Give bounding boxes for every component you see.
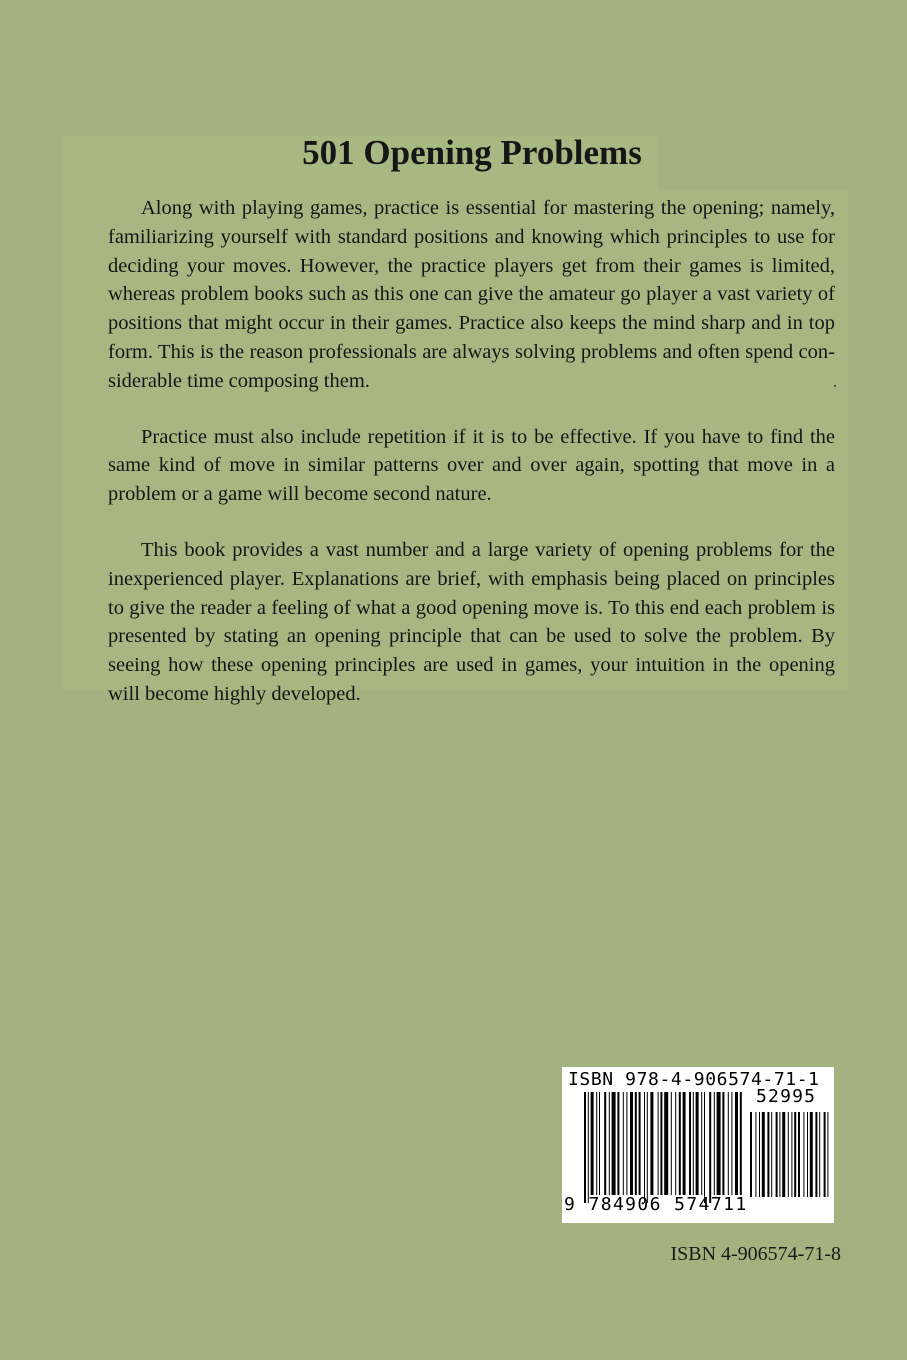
barcode-bar — [810, 1112, 813, 1197]
barcode-bar — [776, 1112, 778, 1197]
barcode-bar — [660, 1092, 662, 1195]
barcode-bar — [771, 1112, 772, 1197]
barcode-bar — [740, 1092, 742, 1195]
barcode-bar — [626, 1092, 627, 1195]
barcode-bar — [609, 1092, 610, 1195]
blurb-paragraph-2: Practice must also include repetition if it is to be effective. If you have to find the same kind of move in similar patterns over and over again, spotting that move in a problem or a game will become second nature. — [108, 425, 835, 506]
isbn10-label: ISBN 4-906574-71-8 — [670, 1243, 841, 1265]
barcode-bar — [591, 1092, 594, 1195]
barcode-bar — [650, 1092, 653, 1195]
barcode-bar — [696, 1092, 699, 1195]
barcode-bar — [623, 1092, 624, 1195]
barcode-bar — [762, 1112, 765, 1197]
barcode-bar — [794, 1112, 796, 1197]
barcode-bar — [704, 1092, 705, 1203]
barcode-bar — [588, 1092, 589, 1203]
barcode-bar — [750, 1112, 752, 1197]
barcode-bar — [728, 1092, 729, 1195]
barcode-bar — [731, 1092, 732, 1195]
barcode-bar — [779, 1112, 780, 1197]
barcode-bar — [701, 1092, 702, 1195]
barcode-bar — [617, 1092, 619, 1195]
barcode-bar — [689, 1092, 691, 1195]
barcode-bar — [782, 1112, 785, 1197]
blurb-paragraph-3: This book provides a vast number and a large variety of opening problems for the inexperienced player. Explanations are brief, with emphasis being placed on principles to give the reader a feeling of what a good opening move is. To this end each problem is presented by stating an opening principle that can be used to solve the problem. By seeing how these opening principles are used in games, your intuition in the opening will become highly developed. — [108, 538, 835, 705]
barcode-bar — [819, 1112, 820, 1197]
barcode-bar — [635, 1092, 637, 1195]
isbn13-label: ISBN 978-4-906574-71-1 — [568, 1069, 820, 1090]
barcode-bar — [584, 1092, 586, 1203]
barcode-bar — [827, 1112, 828, 1197]
barcode-bar — [630, 1092, 633, 1195]
blurb-paragraph-1: Along with playing games, practice is essential for mastering the opening; namely, familiarizing yourself with standard positions and knowing which principles to use for deciding your moves. However, the practice players get from their games is limited, whereas problem books such as this one can give the amateur go player a vast variety of positions that might occur in their games. Practice also keeps the mind sharp and in top form. This is the reason professionals are always solving problems and often spend considerable time composing them. — [108, 197, 835, 392]
barcode-bar — [679, 1092, 681, 1195]
barcode-bar — [709, 1092, 711, 1203]
barcode-bar — [824, 1112, 826, 1197]
barcode-bar — [612, 1092, 616, 1195]
barcode-bar — [604, 1092, 606, 1195]
print-speck — [834, 385, 836, 387]
barcode-bar — [788, 1112, 789, 1197]
barcode-bar — [639, 1092, 641, 1195]
barcode-bar — [807, 1112, 808, 1197]
barcode-bar — [599, 1092, 600, 1195]
barcode-bar — [717, 1092, 721, 1195]
barcode-bar — [755, 1112, 756, 1197]
barcode-digits: 9 784906 574711 — [564, 1194, 748, 1215]
barcode-bar — [759, 1112, 760, 1197]
barcode-bar — [683, 1092, 686, 1195]
barcode-bar — [647, 1092, 648, 1203]
price-code: 52995 — [756, 1086, 817, 1107]
barcode-bar — [664, 1092, 668, 1195]
barcode-bar — [735, 1092, 738, 1195]
blurb — [108, 194, 835, 736]
barcode-bar — [791, 1112, 792, 1197]
barcode-bar — [798, 1112, 800, 1197]
book-title: 501 Opening Problems — [302, 133, 642, 172]
barcode-bar — [675, 1092, 676, 1195]
barcode-bar — [644, 1092, 645, 1203]
barcode-bar — [596, 1092, 597, 1195]
barcode-bar — [722, 1092, 724, 1195]
barcode-bar — [658, 1092, 659, 1195]
barcode-bar — [803, 1112, 804, 1197]
barcode-bar — [815, 1112, 817, 1197]
barcode-box — [562, 1067, 834, 1223]
barcode-bar — [671, 1092, 672, 1195]
barcode-bar — [767, 1112, 769, 1197]
barcode-bar — [714, 1092, 715, 1195]
barcode-bar — [693, 1092, 694, 1195]
